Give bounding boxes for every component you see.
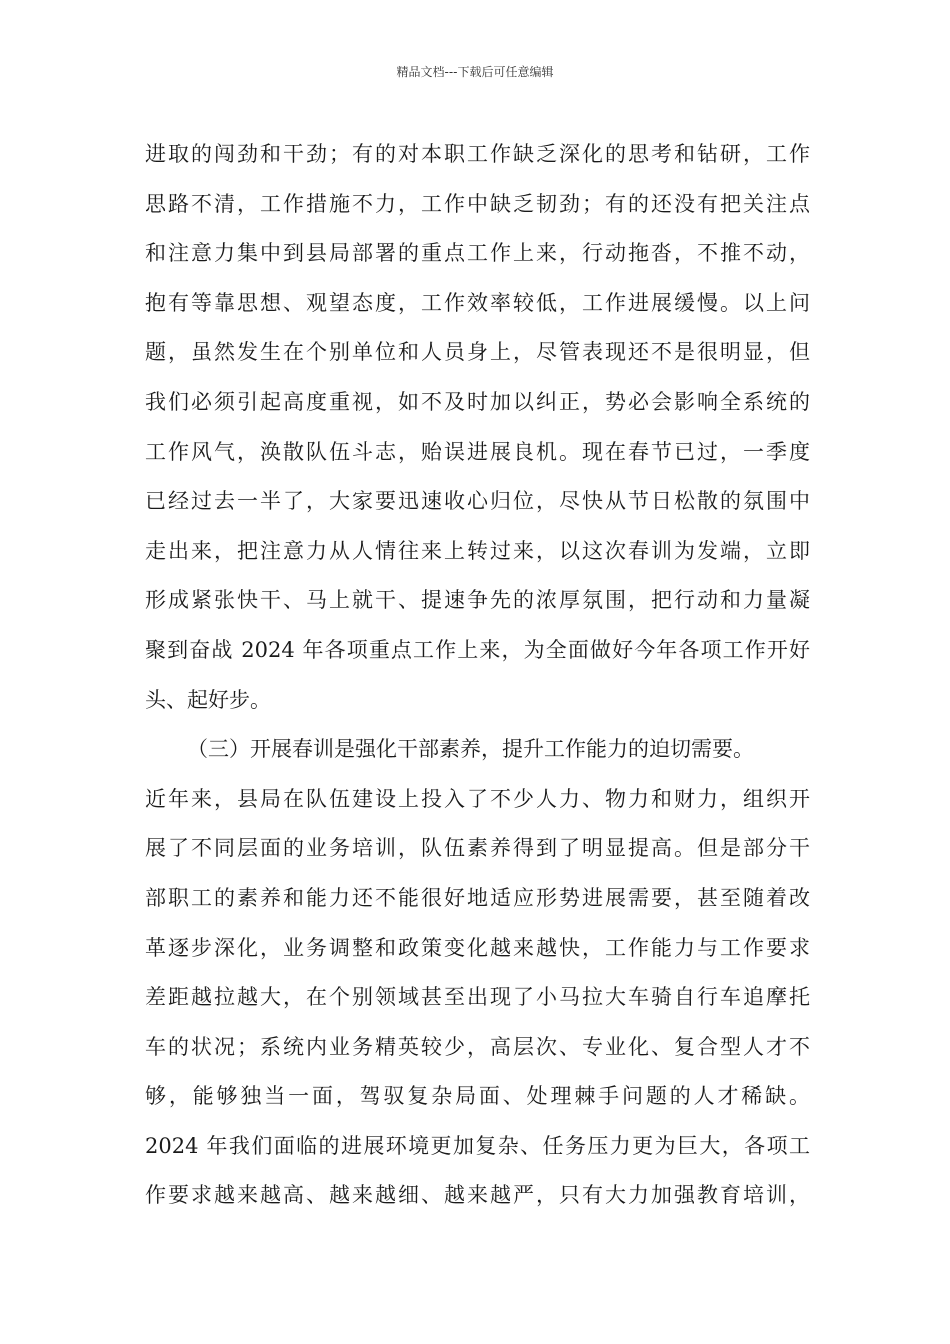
body-line: 题，虽然发生在个别单位和人员身上，尽管表现还不是很明显，但	[145, 340, 810, 365]
body-line: 进取的闯劲和干劲；有的对本职工作缺乏深化的思考和钻研，工作	[145, 142, 810, 166]
body-line: 够，能够独当一面，驾驭复杂局面、处理棘手问题的人才稀缺。	[145, 1084, 810, 1109]
body-line: 差距越拉越大，在个别领域甚至出现了小马拉大车骑自行车追摩托	[145, 985, 810, 1010]
body-line: 思路不清，工作措施不力，工作中缺乏韧劲；有的还没有把关注点	[145, 191, 810, 216]
body-line: 展了不同层面的业务培训，队伍素养得到了明显提高。但是部分干	[145, 836, 810, 861]
body-line: 头、起好步。	[145, 687, 271, 712]
body-line: 部职工的素养和能力还不能很好地适应形势进展需要，甚至随着改	[145, 885, 810, 910]
body-line: 和注意力集中到县局部署的重点工作上来，行动拖沓，不推不动，	[145, 241, 810, 266]
body-line: 作要求越来越高、越来越细、越来越严，只有大力加强教育培训，	[145, 1183, 810, 1208]
body-line: 走出来，把注意力从人情往来上转过来，以这次春训为发端，立即	[145, 538, 810, 563]
section-heading: （三）开展春训是强化干部素养，提升工作能力的迫切需要。	[187, 737, 754, 762]
body-line: 形成紧张快干、马上就干、提速争先的浓厚氛围，把行动和力量凝	[145, 588, 810, 613]
body-line: 我们必须引起高度重视，如不及时加以纠正，势必会影响全系统的	[145, 389, 810, 414]
body-line: 2024 年我们面临的进展环境更加复杂、任务压力更为巨大，各项工	[145, 1133, 810, 1158]
body-line: 聚到奋战 2024 年各项重点工作上来，为全面做好今年各项工作开好	[145, 637, 810, 662]
body-line: 革逐步深化，业务调整和政策变化越来越快，工作能力与工作要求	[145, 935, 810, 960]
document-body	[145, 130, 810, 1221]
page-header: 精品文档---下载后可任意编辑	[396, 65, 554, 79]
body-line: 抱有等靠思想、观望态度，工作效率较低，工作进展缓慢。以上问	[145, 290, 810, 315]
body-line: 近年来，县局在队伍建设上投入了不少人力、物力和财力，组织开	[145, 786, 810, 811]
body-line: 已经过去一半了，大家要迅速收心归位，尽快从节日松散的氛围中	[145, 489, 810, 514]
body-line: 车的状况；系统内业务精英较少，高层次、专业化、复合型人才不	[145, 1034, 810, 1059]
body-line: 工作风气，涣散队伍斗志，贻误进展良机。现在春节已过，一季度	[145, 439, 810, 464]
